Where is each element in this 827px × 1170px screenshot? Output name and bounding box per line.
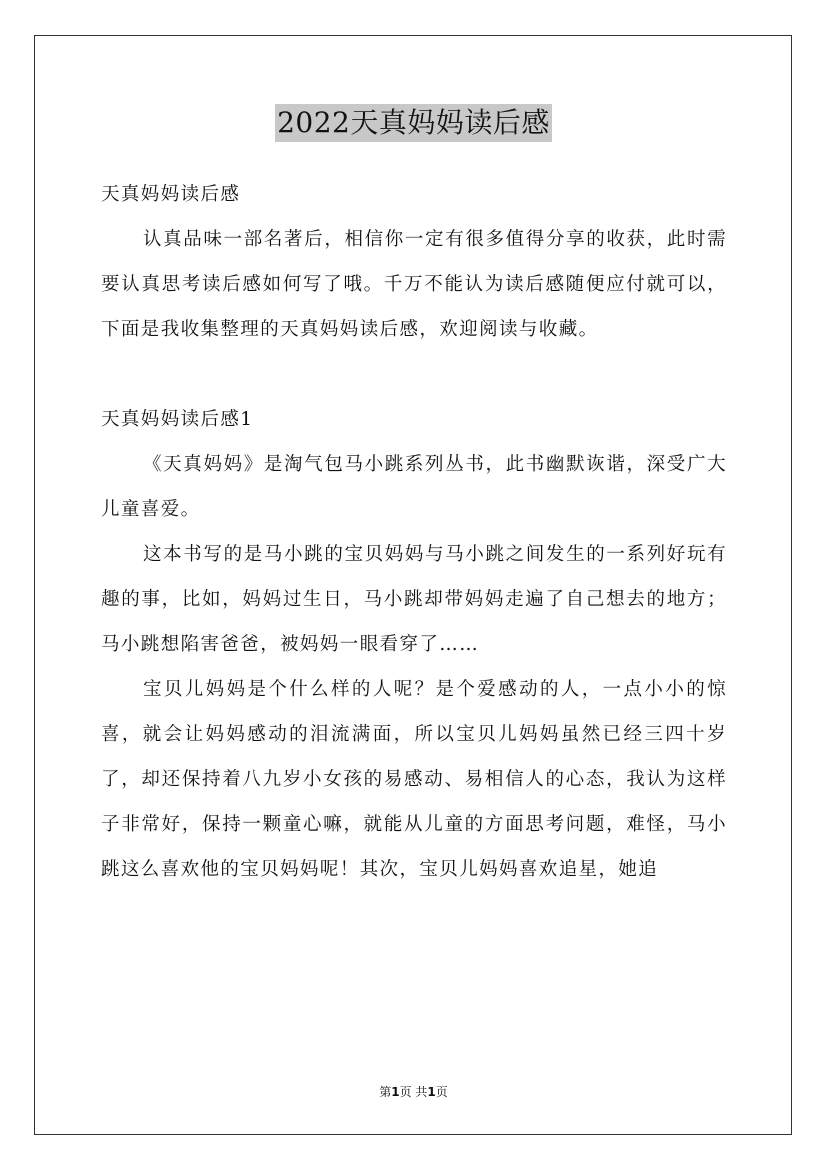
document-title: 2022天真妈妈读后感 — [275, 104, 552, 142]
page-mid: 页 共 — [399, 1085, 428, 1099]
page-suffix: 页 — [435, 1085, 448, 1099]
page-number-total: 1 — [427, 1085, 436, 1099]
body-paragraph: 宝贝儿妈妈是个什么样的人呢？是个爱感动的人，一点小小的惊喜，就会让妈妈感动的泪流满面，所以宝贝儿妈妈虽然已经三四十岁了，却还保持着八九岁小女孩的易感动、易相信人的心态，我认为这样子非常好，保持一颗童心嘛，就能从儿童的方面思考问题，难怪，马小跳这么喜欢他的宝贝妈妈呢！其次，宝贝儿妈妈喜欢追星，她追 — [101, 679, 727, 880]
title-container — [0, 104, 827, 142]
section-heading: 天真妈妈读后感 — [101, 184, 241, 205]
intro-paragraph: 认真品味一部名著后，相信你一定有很多值得分享的收获，此时需要认真思考读后感如何写了哦。千万不能认为读后感随便应付就可以，下面是我收集整理的天真妈妈读后感，欢迎阅读与收藏。 — [101, 229, 727, 340]
page-footer — [0, 1084, 827, 1100]
page-number-current: 1 — [391, 1085, 400, 1099]
page-prefix: 第 — [379, 1085, 392, 1099]
body-paragraph: 这本书写的是马小跳的宝贝妈妈与马小跳之间发生的一系列好玩有趣的事，比如，妈妈过生日，马小跳却带妈妈走遍了自己想去的地方；马小跳想陷害爸爸，被妈妈一眼看穿了…… — [101, 544, 727, 655]
blank-line — [101, 352, 727, 397]
document-body — [101, 172, 727, 892]
essay-heading: 天真妈妈读后感1 — [101, 409, 254, 430]
body-paragraph: 《天真妈妈》是淘气包马小跳系列丛书，此书幽默诙谐，深受广大儿童喜爱。 — [101, 454, 727, 520]
